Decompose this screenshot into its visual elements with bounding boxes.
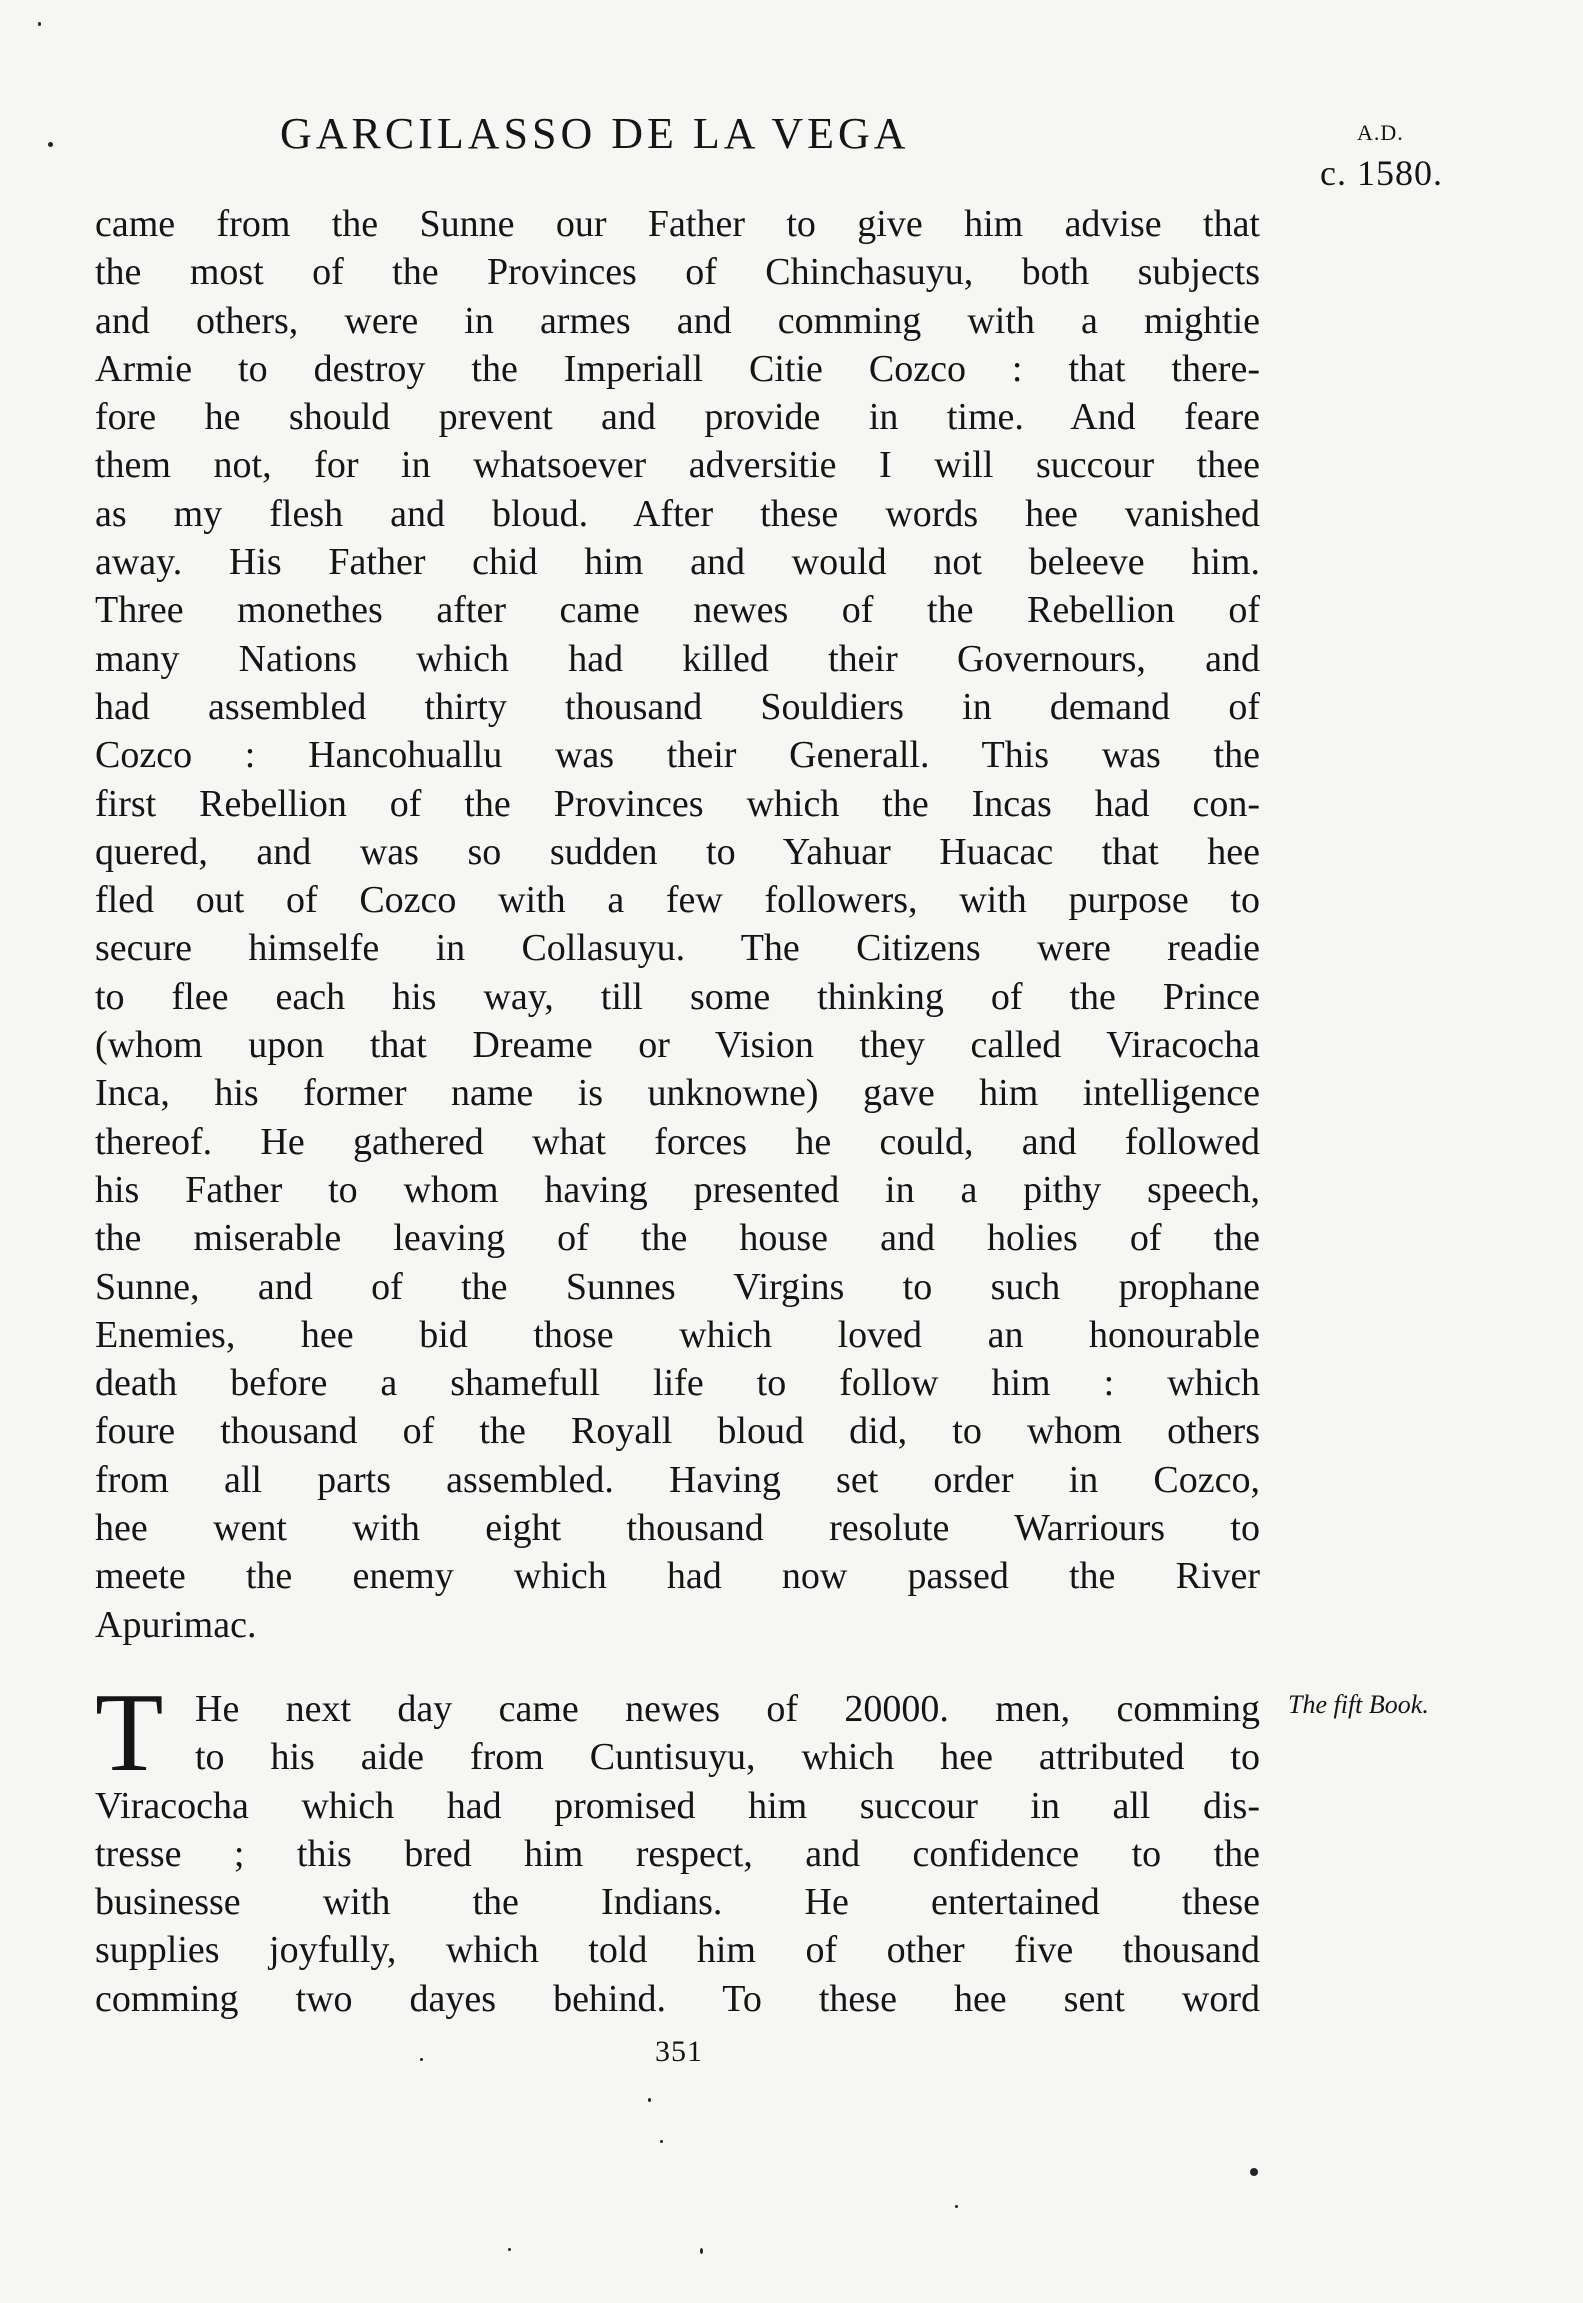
text-line: comming two dayes behind. To these hee sent word: [95, 1977, 1260, 2020]
text-line: and others, were in armes and comming with a mightie: [95, 299, 1260, 342]
text-line: his Father to whom having presented in a pithy speech,: [95, 1168, 1260, 1211]
text-line: Sunne, and of the Sunnes Virgins to such prophane: [95, 1265, 1260, 1308]
scan-speck: [1250, 2168, 1258, 2176]
text-line: Cozco : Hancohuallu was their Generall. This was the: [95, 734, 1260, 777]
ad-label: A.D.: [1357, 120, 1404, 145]
scan-speck: [508, 2248, 511, 2251]
text-line: Apurimac.: [95, 1603, 257, 1646]
scan-speck: [420, 2058, 423, 2061]
scan-speck: [700, 2248, 703, 2254]
text-line: meete the enemy which had now passed the River: [95, 1555, 1260, 1598]
text-line: had assembled thirty thousand Souldiers in demand of: [95, 685, 1260, 728]
text-line: away. His Father chid him and would not beleeve him.: [95, 541, 1260, 584]
text-line: (whom upon that Dreame or Vision they called Viracocha: [95, 1024, 1260, 1067]
text-line: Viracocha which had promised him succour in all dis-: [95, 1784, 1260, 1827]
text-line: supplies joyfully, which told him of other five thousand: [95, 1929, 1260, 1972]
text-line: to flee each his way, till some thinking of the Prince: [95, 975, 1260, 1018]
text-line: fled out of Cozco with a few followers, with purpose to: [95, 879, 1260, 922]
text-line: death before a shamefull life to follow him : which: [95, 1362, 1260, 1405]
running-title: GARCILASSO DE LA VEGA: [280, 109, 910, 158]
page-number: 351: [655, 2035, 703, 2068]
text-line: quered, and was so sudden to Yahuar Huacac that hee: [95, 830, 1260, 873]
text-line: from all parts assembled. Having set order in Cozco,: [95, 1458, 1260, 1501]
text-line: tresse ; this bred him respect, and confidence to the: [95, 1832, 1260, 1875]
scan-speck: [48, 142, 53, 147]
text-line: Armie to destroy the Imperiall Citie Cozco : that there-: [95, 347, 1260, 390]
scan-speck: [660, 2140, 663, 2143]
text-line: Three monethes after came newes of the Rebellion of: [95, 589, 1260, 632]
text-line: came from the Sunne our Father to give him advise that: [95, 203, 1260, 245]
scan-speck: [38, 22, 41, 26]
text-line: as my flesh and bloud. After these words hee vanished: [95, 492, 1260, 535]
paragraph-1: [95, 200, 1260, 1649]
text-line: foure thousand of the Royall bloud did, to whom others: [95, 1410, 1260, 1453]
date-label: c. 1580.: [1320, 153, 1443, 193]
text-line: secure himselfe in Collasuyu. The Citizens were readie: [95, 927, 1260, 970]
text-line: to his aide from Cuntisuyu, which hee attributed to: [195, 1736, 1260, 1779]
text-line: fore he should prevent and provide in time. And feare: [95, 396, 1260, 439]
text-line: Enemies, hee bid those which loved an honourable: [95, 1313, 1260, 1356]
text-line: thereof. He gathered what forces he could, and followed: [95, 1120, 1260, 1163]
text-line: hee went with eight thousand resolute Warriours to: [95, 1507, 1260, 1550]
text-line: He next day came newes of 20000. men, comming: [195, 1688, 1260, 1730]
text-line: many Nations which had killed their Governours, and: [95, 637, 1260, 680]
scan-speck: [648, 2098, 651, 2102]
drop-cap: T: [95, 1671, 164, 1795]
text-line: businesse with the Indians. He entertained these: [95, 1881, 1260, 1924]
text-line: first Rebellion of the Provinces which the Incas had con-: [95, 782, 1260, 825]
paragraph-2: [95, 1671, 1260, 2023]
marginal-note: The fift Book.: [1288, 1690, 1429, 1719]
text-line: the most of the Provinces of Chinchasuyu, both subjects: [95, 251, 1260, 294]
text-line: Inca, his former name is unknowne) gave him intelligence: [95, 1072, 1260, 1115]
scan-speck: [955, 2205, 958, 2208]
text-line: them not, for in whatsoever adversitie I will succour thee: [95, 444, 1260, 487]
text-line: the miserable leaving of the house and holies of the: [95, 1217, 1260, 1260]
